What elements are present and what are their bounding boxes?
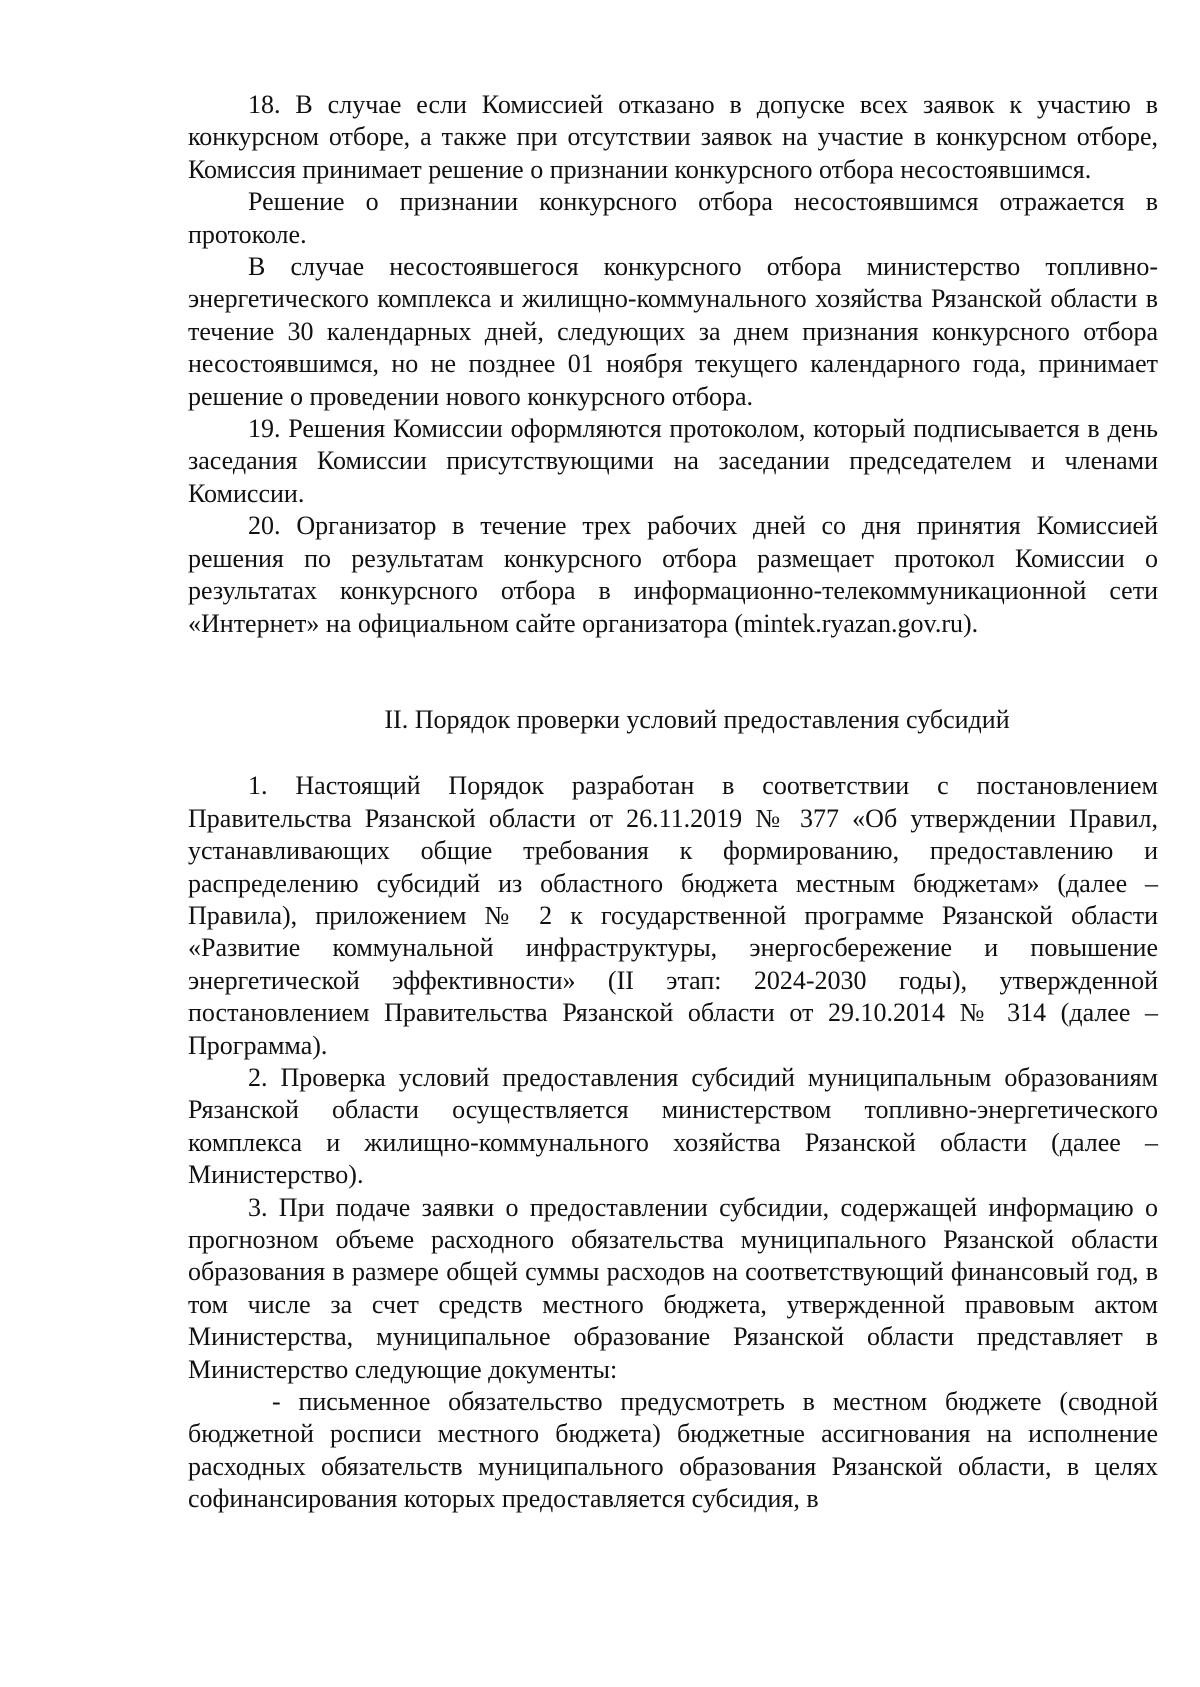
paragraph-20: 20. Организатор в течение трех рабочих дней со дня принятия Комиссией решения по результатам конкурсного отбора размещает протокол Комиссии о результатах конкурсного отбора в информационно-телекоммуникационной сети «Интернет» на официальном сайте организатора (mintek.ryazan.gov.ru). <box>188 511 1158 638</box>
paragraph-protocol-decision: Решение о признании конкурсного отбора несостоявшимся отражается в протоколе. <box>188 187 1158 249</box>
section-paragraph-3: 3. При подаче заявки о предоставлении субсидии, содержащей информацию о прогнозном объеме расходного обязательства муниципального Рязанской области образования в размере общей суммы расходов на соответствующий финансовый год, в том числе за счет средств местного бюджета, утвержденной правовым актом Министерства, муниципальное образование Рязанской области представляет в Министерство следующие документы: <box>188 1192 1158 1384</box>
section-paragraph-2: 2. Проверка условий предоставления субсидий муниципальным образованиям Рязанской области осуществляется министерством топливно-энергетического комплекса и жилищно-коммунального хозяйства Рязанской области (далее – Министерство). <box>188 1062 1158 1190</box>
bullet-item: - письменное обязательство предусмотреть в местном бюджете (сводной бюджетной росписи местного бюджета) бюджетные ассигнования на исполнение расходных обязательств муниципального образования Рязанской области, в целях софинансирования которых предоставляется субсидия, в <box>188 1387 1158 1514</box>
paragraph-18: 18. В случае если Комиссией отказано в допуске всех заявок к участию в конкурсном отборе, а также при отсутствии заявок на участие в конкурсном отборе, Комиссия принимает решение о признании конкурсного отбора несостоявшимся. <box>188 90 1158 184</box>
section-heading: II. Порядок проверки условий предоставления субсидий <box>384 704 1010 734</box>
paragraph-failed-selection: В случае несостоявшегося конкурсного отбора министерство топливно-энергетического комплекса и жилищно-коммунального хозяйства Рязанской области в течение 30 календарных дней, следующих за днем признания конкурсного отбора несостоявшимся, но не позднее 01 ноября текущего календарного года, принимает решение о проведении нового конкурсного отбора. <box>188 252 1158 411</box>
section-paragraph-1: 1. Настоящий Порядок разработан в соответствии с постановлением Правительства Рязанской области от 26.11.2019 № 377 «Об утверждении Правил, устанавливающих общие требования к формированию, предоставлению и распределению субсидий из областного бюджета местным бюджетам» (далее – Правила), приложением № 2 к государственной программе Рязанской области «Развитие коммунальной инфраструктуры, энергосбережение и повышение энергетической эффективности» (II этап: 2024-2030 годы), утвержденной постановлением Правительства Рязанской области от 29.10.2014 № 314 (далее – Программа). <box>188 771 1158 1060</box>
paragraph-19: 19. Решения Комиссии оформляются протоколом, который подписывается в день заседания Комиссии присутствующими на заседании председателем и членами Комиссии. <box>188 414 1158 508</box>
document-body <box>188 89 1158 1516</box>
